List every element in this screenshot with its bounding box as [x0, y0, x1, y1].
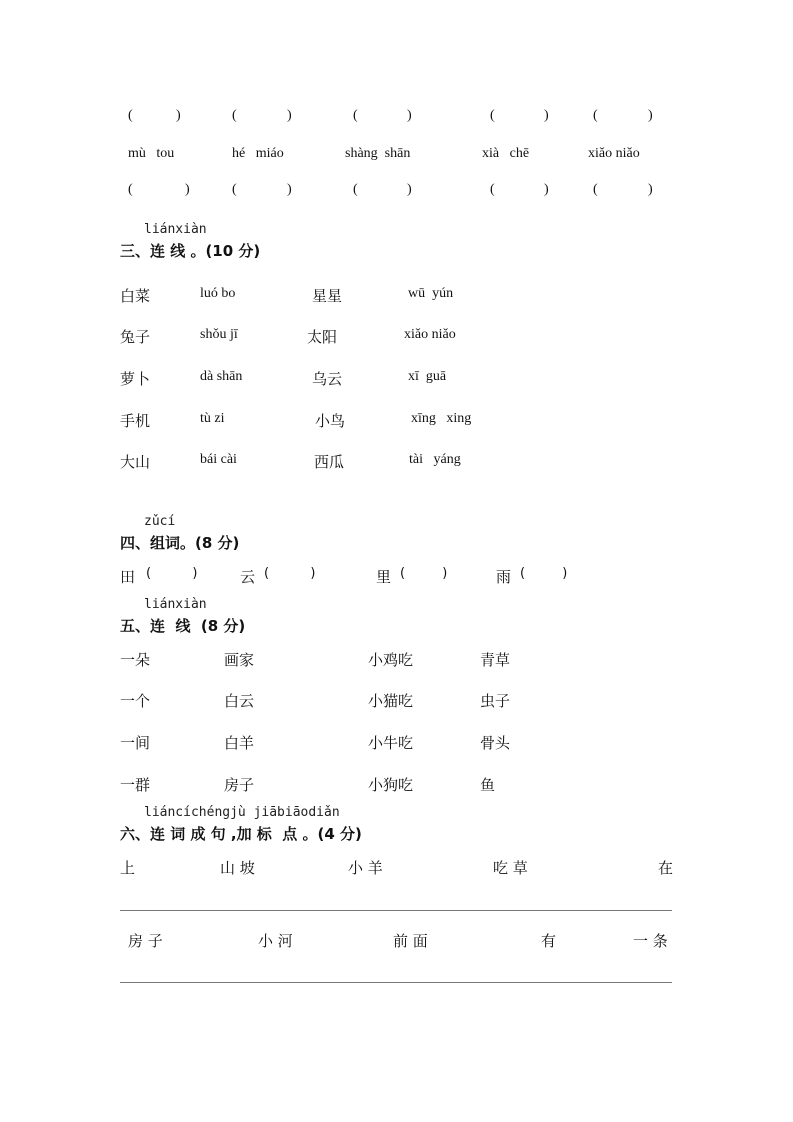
answer-blank[interactable]: ( ) — [146, 566, 198, 581]
section-pinyin-header: zǔcí — [144, 514, 176, 529]
word: 骨头 — [480, 734, 511, 752]
word: 有 — [541, 932, 557, 950]
pinyin: tài yáng — [409, 452, 461, 467]
word: 白羊 — [224, 734, 255, 752]
pinyin: xīng xing — [411, 411, 472, 426]
word: 房子 — [224, 776, 255, 794]
char: 云 — [240, 568, 256, 586]
word: 吃 草 — [493, 859, 528, 877]
word: 小鸟 — [315, 412, 346, 430]
word: 一个 — [120, 692, 151, 710]
char: 田 — [120, 568, 136, 586]
pinyin: dà shān — [200, 369, 243, 384]
blank-close: ) — [176, 108, 181, 123]
blank-close: ) — [648, 108, 653, 123]
pinyin: xiǎo niǎo — [404, 327, 456, 342]
answer-line[interactable] — [120, 910, 672, 911]
word: 兔子 — [120, 328, 151, 346]
pinyin: tù zi — [200, 411, 225, 426]
pinyin: xī guā — [408, 369, 447, 384]
blank-open[interactable]: ( — [353, 108, 358, 123]
word: 小 河 — [258, 932, 293, 950]
blank-close: ) — [544, 182, 549, 197]
section-title: 四、组词。(8 分) — [120, 534, 240, 552]
char: 里 — [376, 568, 392, 586]
blank-close: ) — [287, 108, 292, 123]
word: 乌云 — [312, 370, 343, 388]
word: 西瓜 — [314, 453, 345, 471]
answer-line[interactable] — [120, 982, 672, 983]
blank-open[interactable]: ( — [593, 182, 598, 197]
pinyin: wū yún — [408, 286, 454, 301]
word: 太阳 — [307, 328, 338, 346]
blank-open[interactable]: ( — [353, 182, 358, 197]
blank-close: ) — [185, 182, 190, 197]
word: 萝卜 — [120, 370, 151, 388]
pinyin-word: xiǎo niǎo — [588, 146, 640, 161]
section-title: 六、连 词 成 句 ,加 标 点 。(4 分) — [120, 825, 362, 843]
blank-close: ) — [287, 182, 292, 197]
answer-blank[interactable]: ( ) — [264, 566, 316, 581]
blank-open[interactable]: ( — [232, 182, 237, 197]
pinyin: shǒu jī — [200, 327, 238, 342]
word: 画家 — [224, 651, 255, 669]
blank-close: ) — [407, 108, 412, 123]
word: 大山 — [120, 453, 151, 471]
word: 一朵 — [120, 651, 151, 669]
word: 小 羊 — [348, 859, 383, 877]
word: 白菜 — [120, 287, 151, 305]
word: 上 — [120, 859, 136, 877]
blank-open[interactable]: ( — [490, 108, 495, 123]
word: 一间 — [120, 734, 151, 752]
word: 小牛吃 — [368, 734, 414, 752]
blank-open[interactable]: ( — [593, 108, 598, 123]
word: 青草 — [480, 651, 511, 669]
section-pinyin-header: liánxiàn — [144, 222, 207, 237]
section-title: 五、连 线 (8 分) — [120, 617, 246, 635]
blank-close: ) — [648, 182, 653, 197]
blank-open[interactable]: ( — [490, 182, 495, 197]
section-pinyin-header: liáncíchéngjù jiābiāodiǎn — [144, 805, 340, 820]
word: 小狗吃 — [368, 776, 414, 794]
answer-blank[interactable]: ( ) — [520, 566, 568, 581]
pinyin-word: hé miáo — [232, 146, 284, 161]
section-title: 三、连 线 。(10 分) — [120, 242, 261, 260]
pinyin-word: xià chē — [482, 146, 530, 161]
word: 鱼 — [480, 776, 496, 794]
blank-open[interactable]: ( — [232, 108, 237, 123]
pinyin-word: shàng shān — [345, 146, 411, 161]
pinyin: luó bo — [200, 286, 236, 301]
blank-open[interactable]: ( — [128, 108, 133, 123]
word: 手机 — [120, 412, 151, 430]
blank-open[interactable]: ( — [128, 182, 133, 197]
word: 白云 — [224, 692, 255, 710]
word: 一群 — [120, 776, 151, 794]
answer-blank[interactable]: ( ) — [400, 566, 448, 581]
char: 雨 — [496, 568, 512, 586]
word: 小鸡吃 — [368, 651, 414, 669]
word: 一 条 — [633, 932, 668, 950]
word: 山 坡 — [220, 859, 255, 877]
word: 星星 — [312, 287, 343, 305]
word: 前 面 — [393, 932, 428, 950]
word: 房 子 — [128, 932, 163, 950]
blank-close: ) — [544, 108, 549, 123]
word: 虫子 — [480, 692, 511, 710]
word: 在 — [658, 859, 674, 877]
pinyin: bái cài — [200, 452, 237, 467]
pinyin-word: mù tou — [128, 146, 175, 161]
word: 小猫吃 — [368, 692, 414, 710]
section-pinyin-header: liánxiàn — [144, 597, 207, 612]
blank-close: ) — [407, 182, 412, 197]
